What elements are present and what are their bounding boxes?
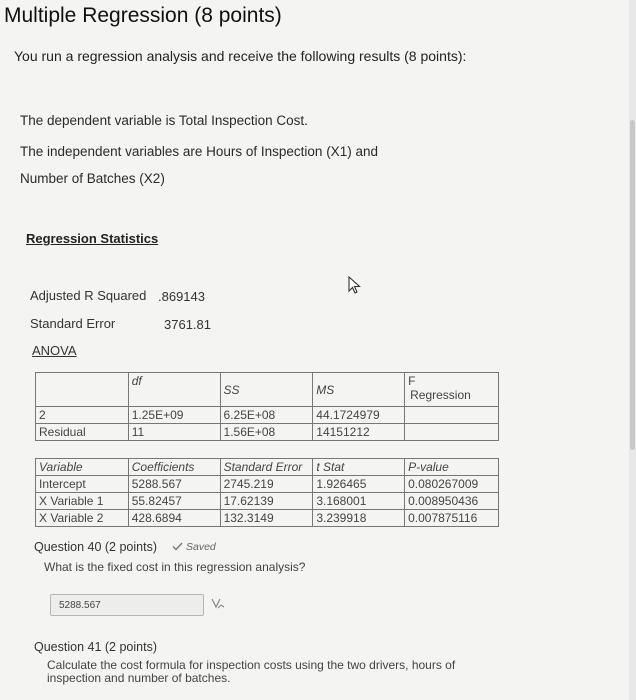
coefficients-cell: 55.82457 (128, 493, 220, 510)
coefficients-cell: 17.62139 (220, 493, 313, 510)
coefficients-cell: Intercept (36, 476, 129, 493)
dependent-variable-text: The dependent variable is Total Inspection Cost. (20, 113, 308, 128)
coefficients-header-cell: Standard Error (220, 459, 313, 476)
coefficients-header-cell: Coefficients (128, 459, 220, 476)
adjusted-r-squared-value: .869143 (158, 289, 205, 304)
anova-f-label: F (408, 374, 416, 388)
anova-cell (405, 407, 499, 424)
independent-variables-text-cont: Number of Batches (X2) (20, 171, 165, 186)
checkmark-icon (172, 542, 183, 551)
coefficients-cell: X Variable 2 (36, 510, 129, 527)
coefficients-cell: 428.6894 (128, 510, 220, 527)
coefficients-cell: 0.080267009 (405, 476, 499, 493)
coefficients-header-cell: t Stat (313, 459, 405, 476)
anova-cell: 1.56E+08 (220, 424, 313, 441)
anova-header-cell-f (405, 373, 499, 407)
anova-cell (405, 424, 499, 441)
scrollbar-thumb[interactable] (630, 120, 635, 450)
question-41-text-cont: inspection and number of batches. (47, 671, 231, 685)
coefficients-cell: 132.3149 (220, 510, 313, 527)
coefficients-cell: 0.008950436 (405, 493, 499, 510)
coefficients-table (35, 458, 499, 527)
question-41-title: Question 41 (2 points) (34, 640, 157, 654)
cursor-icon (347, 276, 361, 294)
anova-cell: 11 (128, 424, 220, 441)
anova-header-cell: SS (220, 373, 313, 407)
anova-header-cell: MS (313, 373, 405, 407)
anova-header-cell (36, 373, 129, 407)
question-41-text: Calculate the cost formula for inspection costs using the two drivers, hours of (47, 658, 456, 672)
coefficients-header-row (36, 459, 499, 476)
page-title: Multiple Regression (8 points) (4, 4, 282, 27)
question-40-title: Question 40 (2 points) (34, 540, 157, 554)
anova-cell: Residual (36, 424, 129, 441)
anova-heading: ANOVA (32, 343, 77, 358)
coefficients-row (36, 493, 499, 510)
coefficients-cell: 0.007875116 (405, 510, 499, 527)
coefficients-row (36, 510, 499, 527)
page-subtitle: You run a regression analysis and receive the following results (8 points): (14, 48, 467, 64)
question-40-text: What is the fixed cost in this regression analysis? (44, 560, 306, 574)
anova-row (36, 407, 499, 424)
anova-cell: 2 (36, 407, 129, 424)
anova-cell: 14151212 (313, 424, 405, 441)
anova-header-cell: df (128, 373, 220, 407)
independent-variables-text: The independent variables are Hours of Inspection (X1) and (20, 144, 378, 159)
anova-header-row (36, 373, 499, 407)
anova-f-sublabel: Regression (410, 388, 471, 402)
standard-error-label: Standard Error (30, 316, 116, 331)
coefficients-cell: 1.926465 (313, 476, 405, 493)
spellcheck-icon[interactable] (210, 597, 228, 611)
coefficients-cell: 2745.219 (220, 476, 313, 493)
saved-status: Saved (186, 541, 216, 553)
anova-table (35, 372, 499, 441)
coefficients-cell: 3.168001 (313, 493, 405, 510)
coefficients-row (36, 476, 499, 493)
regression-statistics-heading: Regression Statistics (26, 231, 159, 246)
anova-row (36, 424, 499, 441)
scrollbar[interactable] (629, 0, 636, 700)
anova-cell: 1.25E+09 (128, 407, 220, 424)
anova-cell: 6.25E+08 (220, 407, 313, 424)
coefficients-cell: X Variable 1 (36, 493, 129, 510)
answer-field[interactable]: 5288.567 (50, 594, 204, 616)
coefficients-header-cell: Variable (36, 459, 129, 476)
adjusted-r-squared-label: Adjusted R Squared (30, 288, 147, 303)
coefficients-cell: 5288.567 (128, 476, 220, 493)
coefficients-header-cell: P-value (405, 459, 499, 476)
coefficients-cell: 3.239918 (313, 510, 405, 527)
anova-cell: 44.1724979 (313, 407, 405, 424)
standard-error-value: 3761.81 (164, 317, 211, 332)
